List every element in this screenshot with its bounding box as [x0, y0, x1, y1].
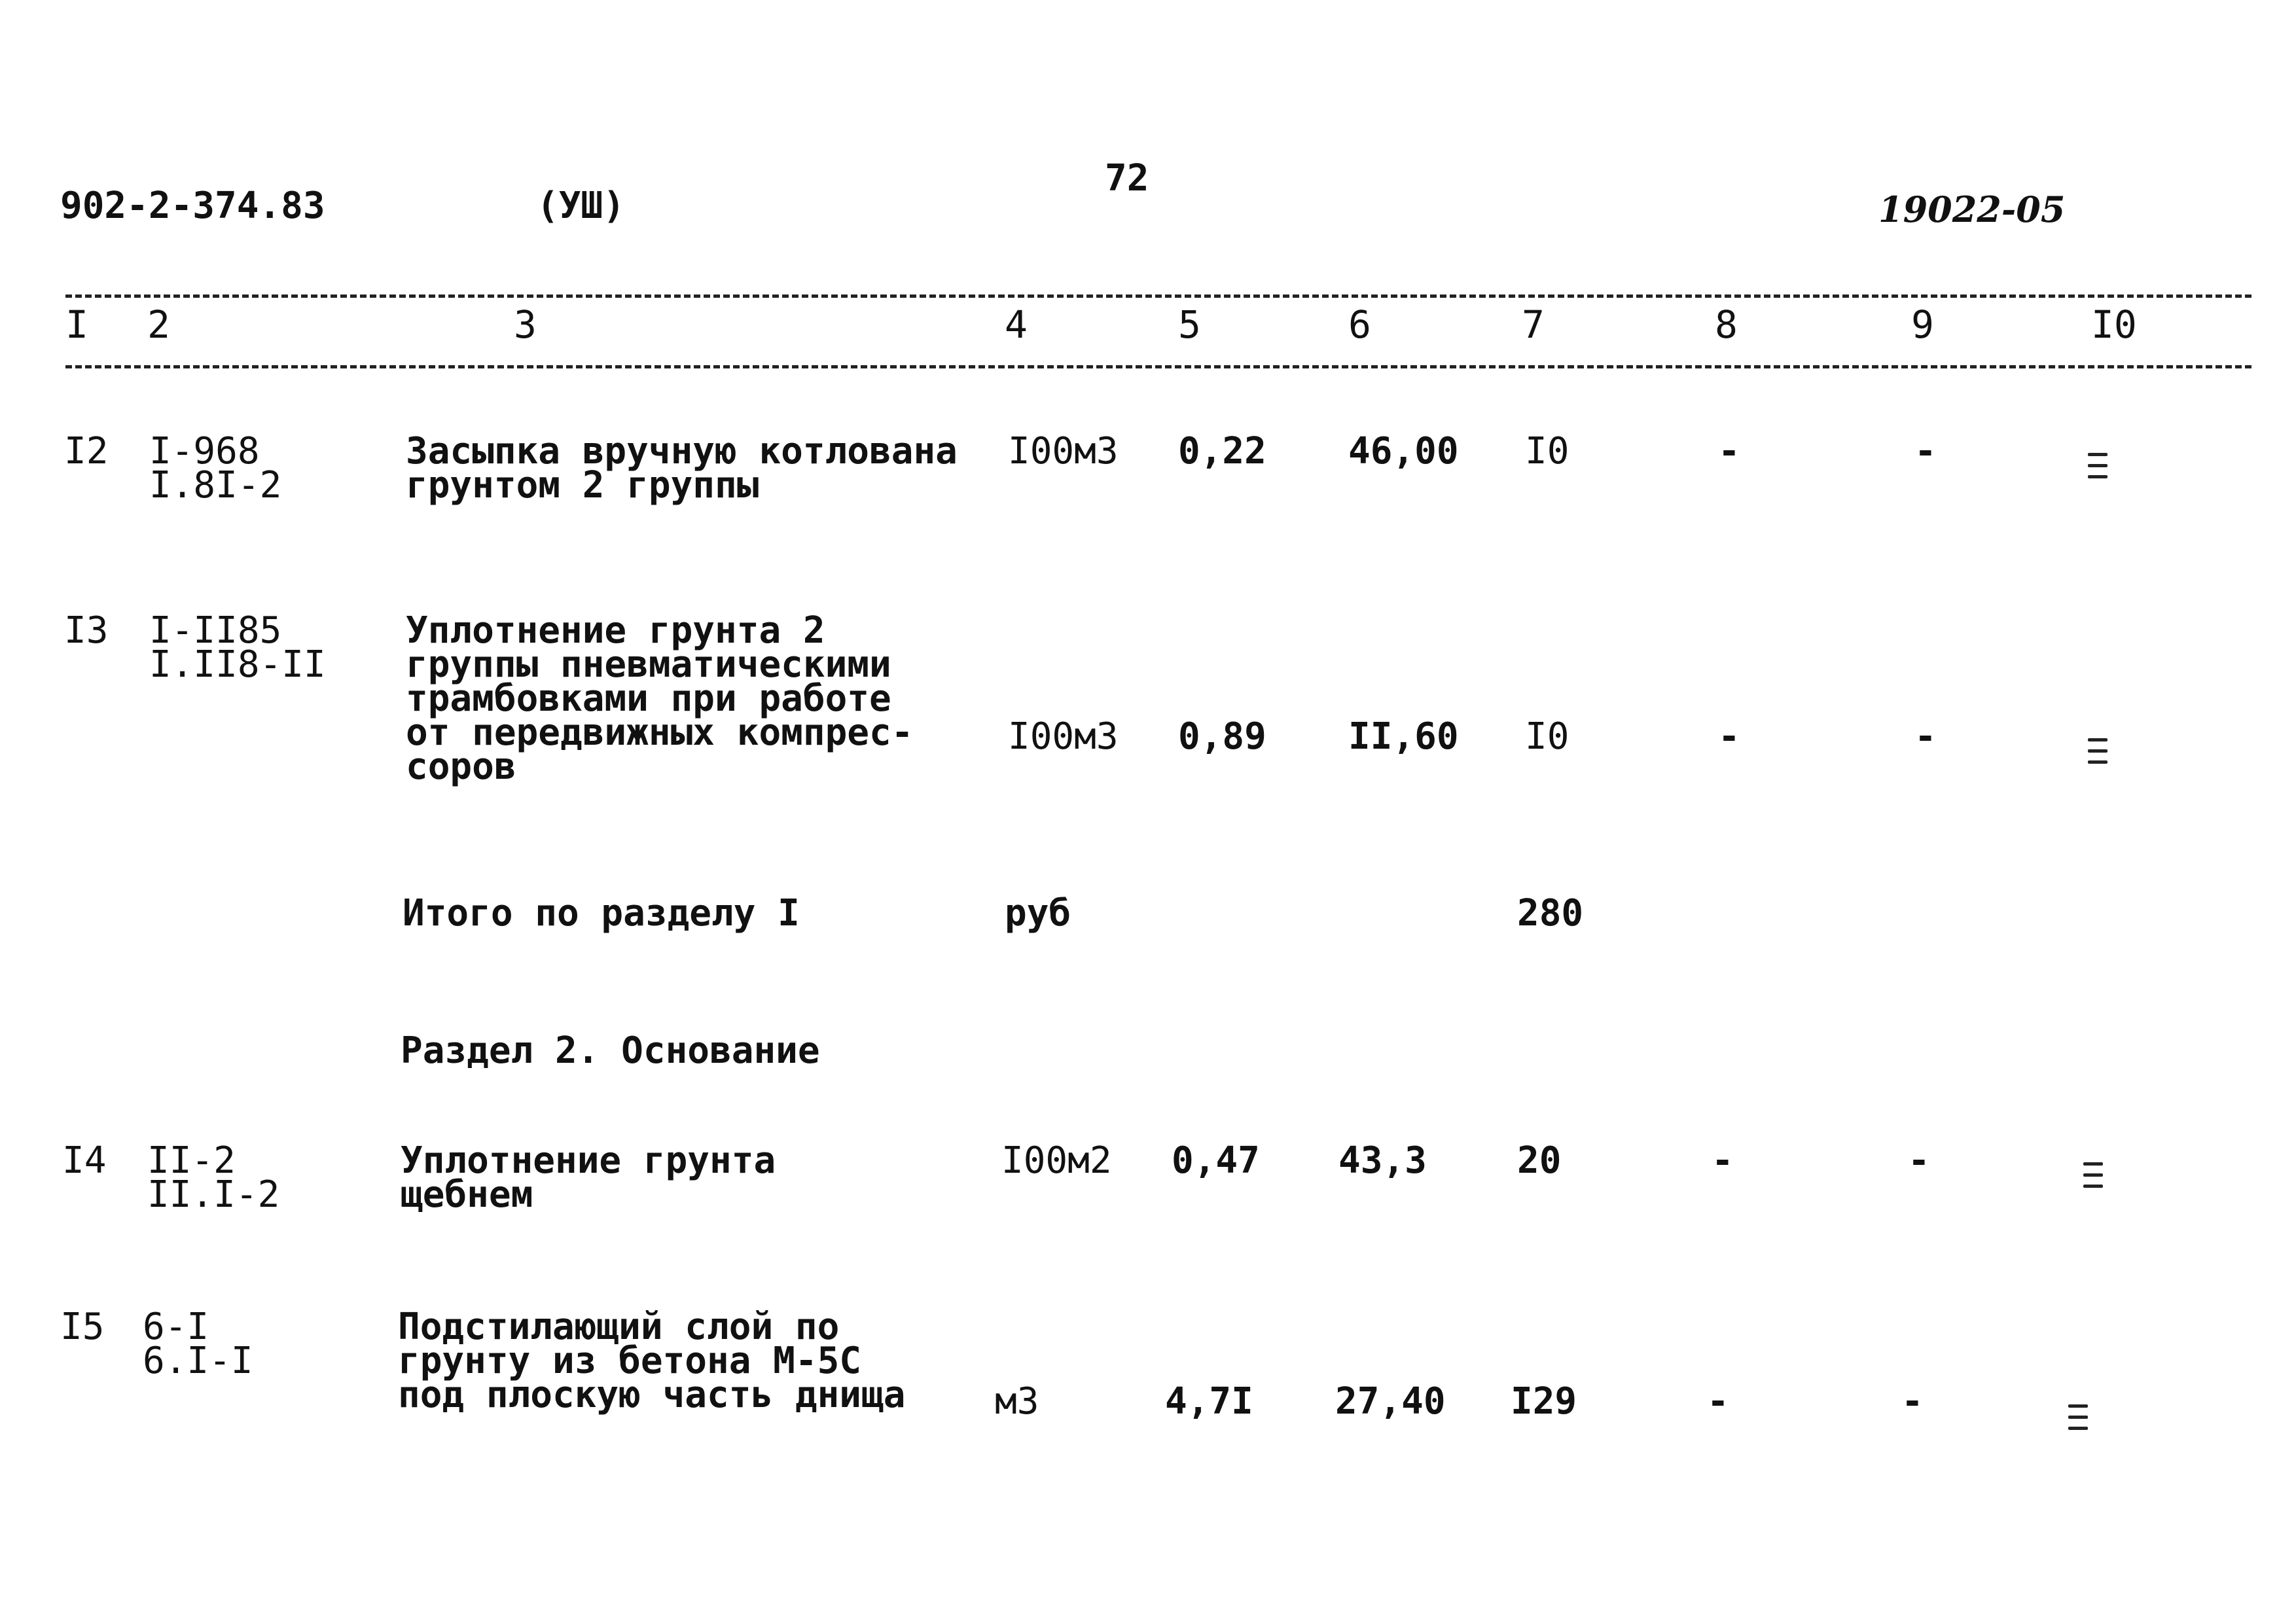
- norm-code-sub: II.I-2: [147, 1173, 280, 1216]
- ditto-mark: [2088, 453, 2108, 486]
- work-description-line: Засыпка вручную котлована: [406, 430, 958, 473]
- work-description-line: от передвижных компрес-: [406, 711, 914, 754]
- col8-value: -: [1718, 430, 1740, 473]
- quantity: 4,7I: [1165, 1380, 1253, 1423]
- row-number: I5: [60, 1306, 105, 1348]
- norm-code-sub: 6.I-I: [143, 1340, 253, 1382]
- norm-code: I-II85: [149, 609, 282, 652]
- unit-price: II,60: [1348, 715, 1459, 758]
- work-description-line: соров: [406, 745, 516, 788]
- unit: I00м2: [1001, 1139, 1112, 1182]
- subtotal-unit: руб: [1005, 892, 1071, 935]
- total-cost: 20: [1517, 1139, 1562, 1182]
- work-description-line: щебнем: [401, 1173, 533, 1216]
- row-number: I2: [64, 430, 109, 473]
- norm-code: I-968: [149, 430, 260, 473]
- page-number: 72: [1105, 157, 1149, 200]
- work-description-line: грунтом 2 группы: [406, 464, 759, 507]
- col-header-10: I0: [2091, 302, 2137, 347]
- col8-value: -: [1712, 1139, 1734, 1182]
- total-cost: I0: [1525, 715, 1570, 758]
- section-title: Раздел 2. Основание: [401, 1029, 820, 1072]
- unit: I00м3: [1008, 430, 1119, 473]
- col-header-6: 6: [1348, 302, 1371, 347]
- total-cost: I29: [1511, 1380, 1577, 1423]
- work-description-line: под плоскую часть днища: [398, 1374, 906, 1416]
- work-description-line: группы пневматическими: [406, 643, 891, 686]
- quantity: 0,22: [1178, 430, 1266, 473]
- subtotal-value: 280: [1517, 892, 1584, 935]
- unit-price: 27,40: [1335, 1380, 1446, 1423]
- header-bottom-rule: [65, 365, 2251, 368]
- unit-price: 46,00: [1348, 430, 1459, 473]
- row-number: I4: [62, 1139, 107, 1182]
- handwritten-stamp: 19022-05: [1878, 188, 2066, 230]
- work-description-line: Уплотнение грунта 2: [406, 609, 825, 652]
- unit: I00м3: [1008, 715, 1119, 758]
- total-cost: I0: [1525, 430, 1570, 473]
- col-header-1: I: [65, 302, 88, 347]
- col-header-8: 8: [1715, 302, 1738, 347]
- norm-code-sub: I.II8-II: [149, 643, 326, 686]
- work-description-line: трамбовками при работе: [406, 677, 891, 720]
- ditto-mark: [2068, 1404, 2088, 1438]
- work-description-line: грунту из бетона М-5С: [398, 1340, 862, 1382]
- ditto-mark: [2083, 1162, 2103, 1196]
- header-top-rule: [65, 294, 2251, 298]
- work-description-line: Уплотнение грунта: [401, 1139, 776, 1182]
- ditto-mark: [2088, 738, 2108, 772]
- col8-value: -: [1707, 1380, 1729, 1423]
- col-header-9: 9: [1911, 302, 1934, 347]
- col8-value: -: [1718, 715, 1740, 758]
- norm-code: II-2: [147, 1139, 236, 1182]
- subtotal-label: Итого по разделу I: [403, 892, 800, 935]
- quantity: 0,47: [1172, 1139, 1260, 1182]
- quantity: 0,89: [1178, 715, 1266, 758]
- unit: м3: [995, 1380, 1039, 1423]
- norm-code: 6-I: [143, 1306, 209, 1348]
- volume-mark: (УШ): [537, 185, 625, 227]
- col-header-2: 2: [147, 302, 170, 347]
- col-header-7: 7: [1522, 302, 1545, 347]
- col-header-3: 3: [514, 302, 537, 347]
- row-number: I3: [64, 609, 109, 652]
- col9-value: -: [1914, 430, 1937, 473]
- norm-code-sub: I.8I-2: [149, 464, 282, 507]
- col-header-5: 5: [1178, 302, 1201, 347]
- col9-value: -: [1901, 1380, 1924, 1423]
- col9-value: -: [1914, 715, 1937, 758]
- work-description-line: Подстилающий слой по: [398, 1306, 840, 1348]
- col9-value: -: [1908, 1139, 1930, 1182]
- document-code: 902-2-374.83: [60, 185, 325, 227]
- col-header-4: 4: [1005, 302, 1028, 347]
- unit-price: 43,3: [1338, 1139, 1427, 1182]
